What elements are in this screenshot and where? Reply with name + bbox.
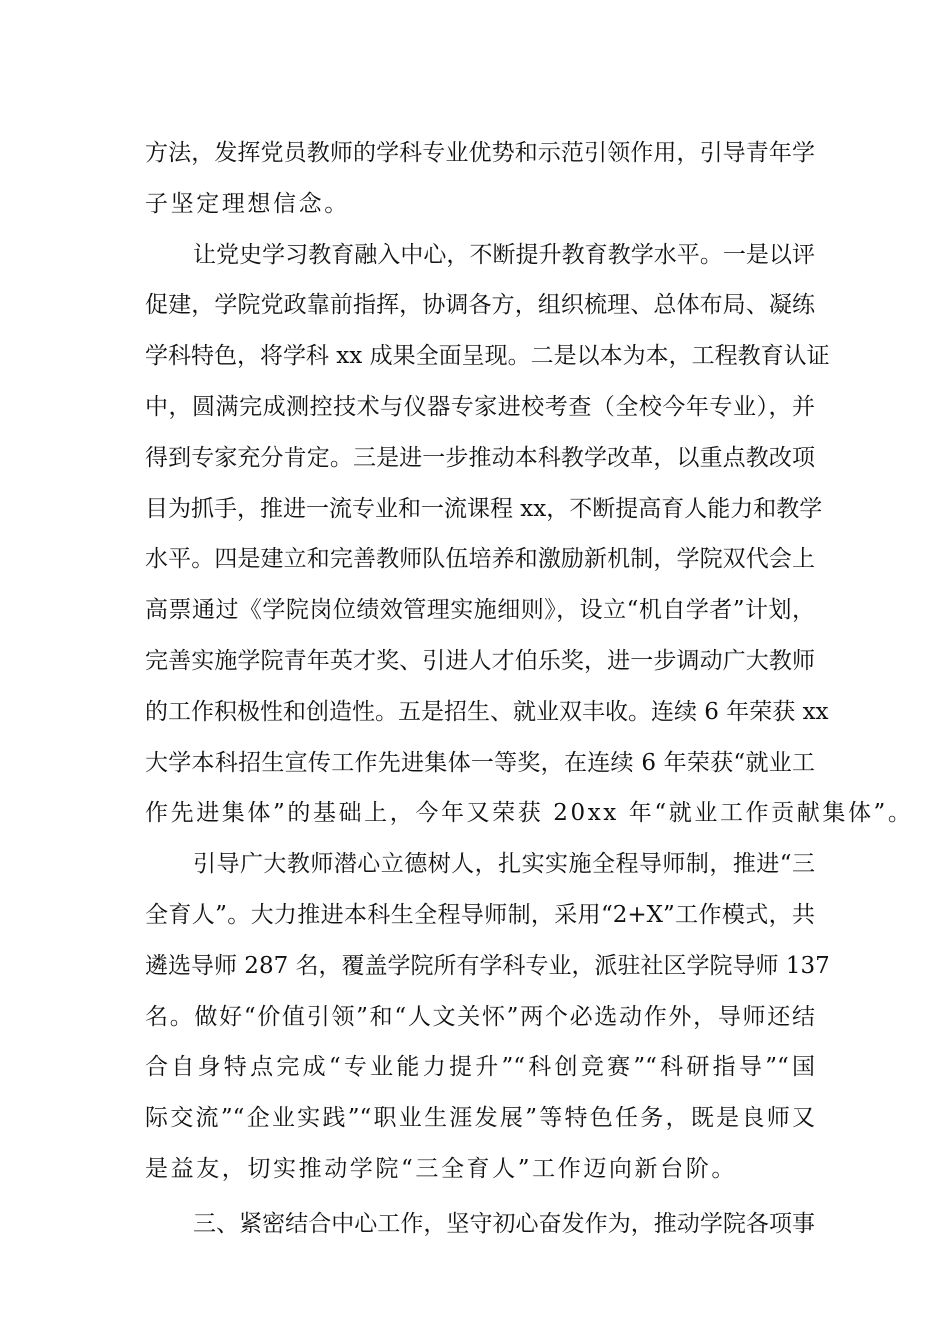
document-body	[145, 128, 914, 1250]
paragraph-first-line: 引导广大教师潜心立德树人，扎实实施全程导师制，推进“三	[193, 851, 815, 878]
paragraph-first-line: 让党史学习教育融入中心，不断提升教育教学水平。一是以评	[193, 241, 815, 268]
text-line: 遴选导师 287 名，覆盖学院所有学科专业，派驻社区学院导师 137	[145, 952, 830, 979]
section-heading-line: 三、紧密结合中心工作，坚守初心奋发作为，推动学院各项事	[193, 1210, 815, 1237]
text-line: 中，圆满完成测控技术与仪器专家进校考查（全校今年专业），并	[145, 393, 815, 420]
text-line: 的工作积极性和创造性。五是招生、就业双丰收。连续 6 年荣获 xx	[145, 698, 829, 725]
text-line: 是益友，切实推动学院“三全育人”工作迈向新台阶。	[145, 1155, 737, 1182]
text-line: 大学本科招生宣传工作先进集体一等奖，在连续 6 年荣获“就业工	[145, 749, 815, 776]
text-line: 子坚定理想信念。	[145, 190, 350, 217]
text-line: 学科特色，将学科 xx 成果全面呈现。二是以本为本，工程教育认证	[145, 343, 830, 370]
text-line: 完善实施学院青年英才奖、引进人才伯乐奖，进一步调动广大教师	[145, 647, 815, 674]
text-line: 水平。四是建立和完善教师队伍培养和激励新机制，学院双代会上	[145, 546, 815, 573]
text-line: 全育人”。大力推进本科生全程导师制，采用“2+X”工作模式，共	[145, 901, 815, 928]
text-line: 名。做好“价值引领”和“人文关怀”两个必选动作外，导师还结	[145, 1003, 815, 1030]
text-line: 际交流”“企业实践”“职业生涯发展”等特色任务，既是良师又	[145, 1105, 815, 1132]
text-line: 方法，发挥党员教师的学科专业优势和示范引领作用，引导青年学	[145, 140, 815, 166]
text-line: 高票通过《学院岗位绩效管理实施细则》，设立“机自学者”计划，	[145, 597, 815, 624]
text-line: 合自身特点完成“专业能力提升”“科创竞赛”“科研指导”“国	[145, 1054, 815, 1081]
text-line: 目为抓手，推进一流专业和一流课程 xx，不断提高育人能力和教学	[145, 495, 823, 522]
text-line: 促建，学院党政靠前指挥，协调各方，组织梳理、总体布局、凝练	[145, 292, 815, 319]
text-line: 作先进集体”的基础上，今年又荣获 20xx 年“就业工作贡献集体”。	[145, 800, 914, 827]
text-line: 得到专家充分肯定。三是进一步推动本科教学改革，以重点教改项	[145, 444, 815, 471]
